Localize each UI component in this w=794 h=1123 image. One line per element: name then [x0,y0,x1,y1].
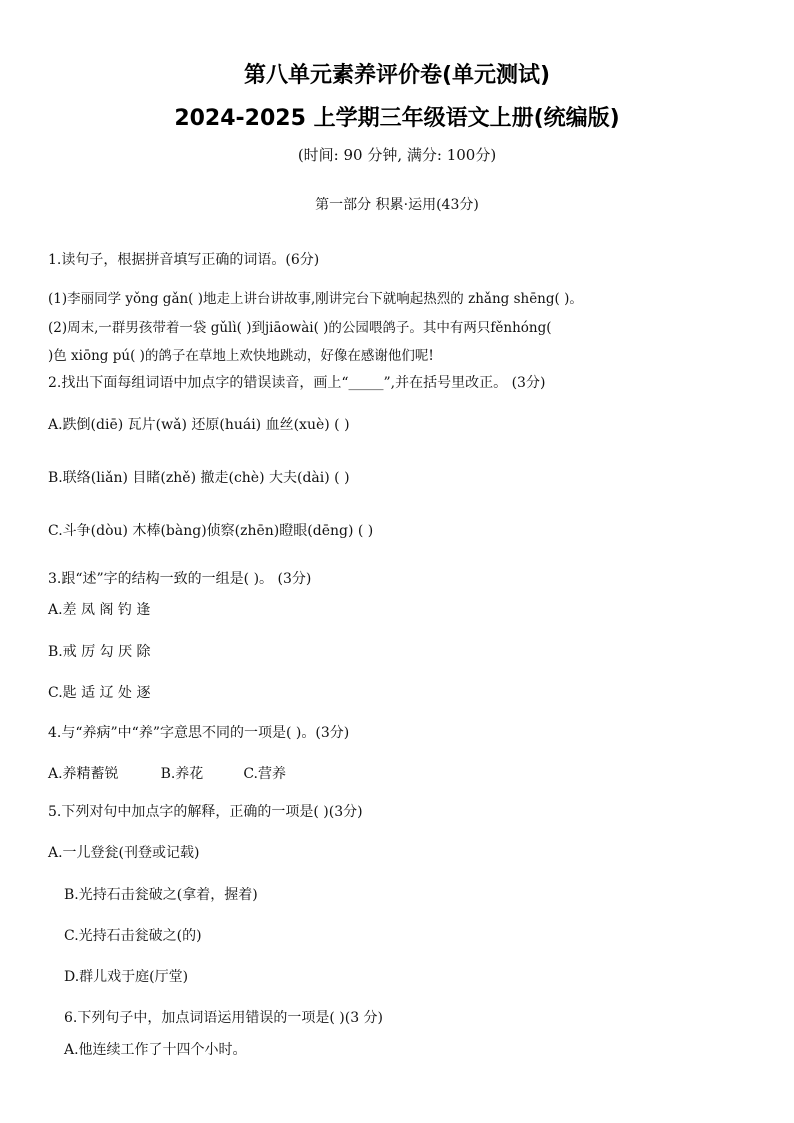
question-2-option-b: B.联络(liǎn) 目睹(zhě) 撤走(chè) 大夫(dài) ( ) [48,470,350,486]
question-1-line-1: (1)李丽同学 yǒng gǎn( )地走上讲台讲故事,刚讲完台下就响起热烈的 zhǎng shēng( )。 [48,291,583,307]
section-heading: 第一部分 积累·运用(43分) [315,197,479,213]
exam-subtitle: 2024-2025 上学期三年级语文上册(统编版) [174,106,620,131]
question-5-option-b: B.光持石击瓮破之(拿着，握着) [64,887,258,903]
question-2-stem: 2.找出下面每组词语中加点字的错误读音，画上“_____”,并在括号里改正。 (3分) [48,375,546,391]
question-6-option-a: A.他连续工作了十四个小时。 [64,1042,247,1058]
question-1-line-3: )色 xiōng pú( )的鸽子在草地上欢快地跳动，好像在感谢他们呢! [48,348,434,364]
question-3-option-c: C.匙 适 辽 处 逐 [48,685,151,701]
question-5-option-c: C.光持石击瓮破之(的) [64,928,202,944]
question-4-option-b: B.养花 [160,766,204,782]
time-score-info: (时间: 90 分钟, 满分: 100分) [297,146,497,164]
question-2-option-a: A.跌倒(diē) 瓦片(wǎ) 还原(huái) 血丝(xuè) ( ) [48,417,350,433]
question-1-stem: 1.读句子，根据拼音填写正确的词语。(6分) [48,252,320,268]
exam-title: 第八单元素养评价卷(单元测试) [243,63,551,88]
question-5-option-a: A.一儿登瓮(刊登或记载) [48,845,200,861]
question-3-option-a: A.差 凤 阁 钓 逢 [48,602,151,618]
question-2-option-c: C.斗争(dòu) 木棒(bàng)侦察(zhēn)瞪眼(dēng) ( ) [48,523,374,539]
question-3-stem: 3.跟“述”字的结构一致的一组是( )。 (3分) [48,571,312,587]
question-5-option-d: D.群儿戏于庭(厅堂) [64,969,189,985]
question-4-stem: 4.与“养病”中“养”字意思不同的一项是( )。(3分) [48,725,350,741]
question-4-options [48,764,286,784]
question-4-option-c: C.营养 [243,766,286,782]
question-3-option-b: B.戒 厉 勾 厌 除 [48,644,151,660]
question-5-stem: 5.下列对句中加点字的解释，正确的一项是( )(3分) [48,804,363,820]
question-1-line-2: (2)周末,一群男孩带着一袋 gǔlì( )到jiāowài( )的公园喂鸽子。其中有两只fěnhóng( [48,320,552,336]
question-6-stem: 6.下列句子中，加点词语运用错误的一项是( )(3 分) [64,1010,384,1026]
question-4-option-a: A.养精蓄锐 [48,766,119,782]
